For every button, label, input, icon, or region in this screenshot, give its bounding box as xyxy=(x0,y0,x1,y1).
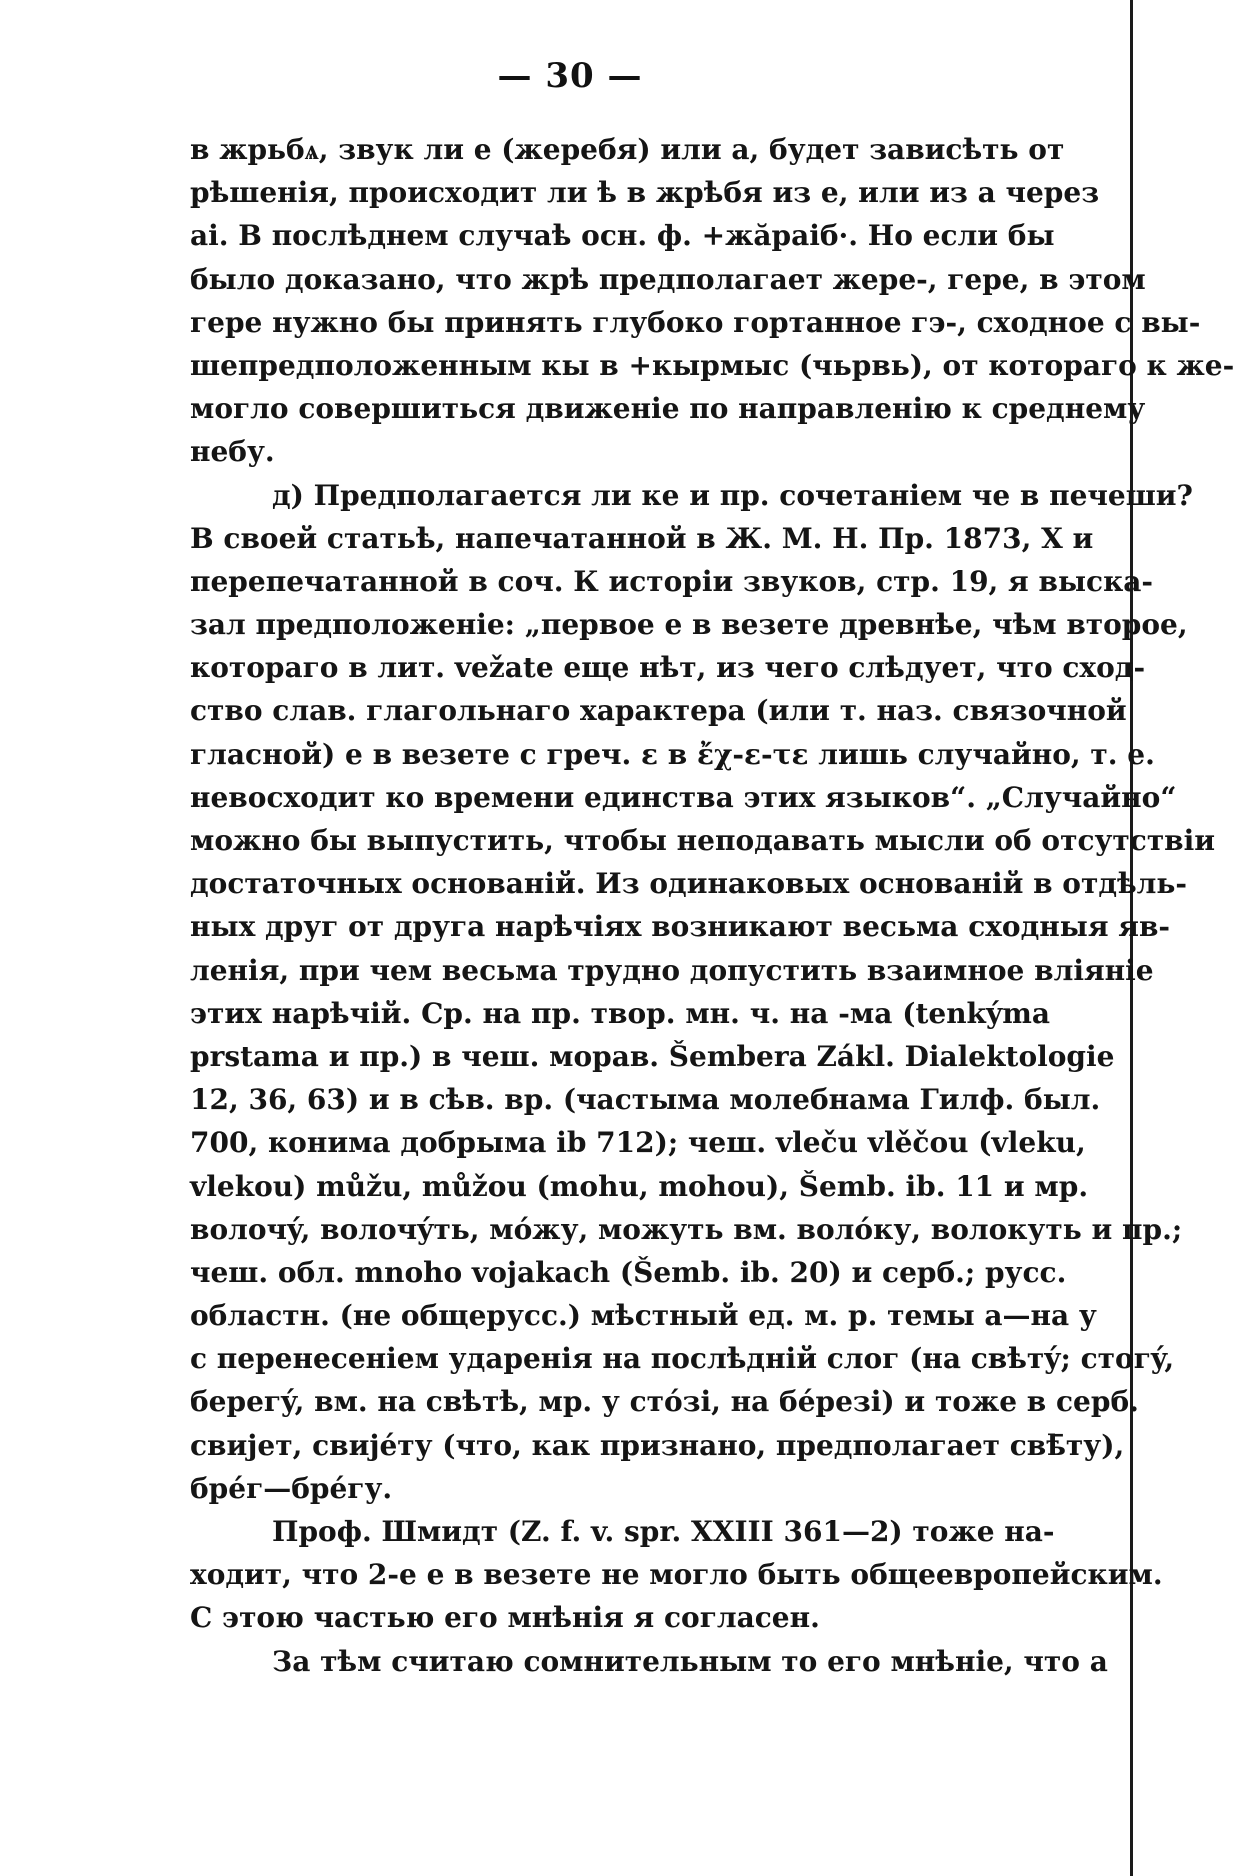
text-line: зал предположеніе: „первое е в везете древнѣе, чѣм второе, xyxy=(190,608,1188,642)
text-line: ходит, что 2-е е в везете не могло быть общеевропейским. xyxy=(190,1558,1163,1592)
text-line: ai. В послѣднем случаѣ осн. ф. +жăраiб·. Но если бы xyxy=(190,219,1055,253)
page-number: — 30 — xyxy=(497,56,643,96)
text-line: рѣшенія, происходит ли ѣ в жрѣбя из е, или из а через xyxy=(190,176,1100,210)
text-line: можно бы выпустить, чтобы неподавать мысли об отсутствіи xyxy=(190,824,1216,857)
text-line: В своей статьѣ, напечатанной в Ж. М. Н. Пр. 1873, X и xyxy=(190,521,1094,555)
text-line: брéг—брéгу. xyxy=(190,1471,393,1505)
body-text xyxy=(190,128,1234,1683)
text-line: гере нужно бы принять глубоко гортанное гэ-, сходное с вы- xyxy=(190,305,1201,339)
text-line: чеш. обл. mnoho vojakach (Šemb. ib. 20) и серб.; русс. xyxy=(190,1255,1067,1289)
text-line: 12, 36, 63) и в сѣв. вр. (частыма молебнама Гилф. был. xyxy=(190,1083,1101,1117)
text-line: небу. xyxy=(190,435,275,469)
text-line: ленія, при чем весьма трудно допустить взаимное вліяніе xyxy=(190,953,1154,987)
paragraph-start-line: Проф. Шмидт (Z. f. v. spr. XXIII 361—2) тоже на- xyxy=(272,1515,1055,1548)
text-line: в жрьбѧ, звук ли е (жеребя) или а, будет зависѣть от xyxy=(190,133,1065,166)
text-line: свиjет, свиjéту (что, как признано, предполагает свѣ̄ту), xyxy=(190,1428,1125,1462)
paragraph-start-line: д) Предполагается ли ке и пр. сочетаніем че в печеши? xyxy=(272,478,1193,512)
paragraph-start-line: За тѣм считаю сомнительным то его мнѣніе, что а xyxy=(272,1644,1108,1678)
text-line: шепредположенным кы в +кырмыс (чьрвь), от котораго к же- xyxy=(190,348,1234,382)
text-line: могло совершиться движеніе по направленію к среднему xyxy=(190,392,1146,426)
text-line: с перенесеніем ударенія на послѣдній слог (на свѣтý; стогý, xyxy=(190,1342,1175,1376)
text-line: перепечатанной в соч. К исторіи звуков, стр. 19, я выска- xyxy=(190,564,1154,598)
text-line: волочý, волочýть, мóжу, можуть вм. волóку, волокуть и пр.; xyxy=(190,1212,1183,1246)
text-line: гласной) е в везете с греч. ε в ἔχ-ε-τε лишь случайно, т. е. xyxy=(190,737,1155,771)
text-line: невосходит ко времени единства этих языков“. „Случайно“ xyxy=(190,780,1177,814)
text-line: ство слав. глагольнаго характера (или т. наз. связочной xyxy=(190,694,1127,728)
text-line: берегý, вм. на свѣтѣ, мр. у стóзі, на бéрезі) и тоже в серб. xyxy=(190,1385,1139,1419)
text-line: 700, конима добрыма ib 712); чеш. vleču vlěčou (vleku, xyxy=(190,1126,1086,1160)
text-line: котораго в лит. vežate еще нѣт, из чего слѣдует, что сход- xyxy=(190,651,1146,685)
text-line: vlekou) můžu, můžou (mohu, mohou), Šemb. ib. 11 и мр. xyxy=(190,1169,1089,1203)
text-line: ных друг от друга нарѣчіях возникают весьма сходныя яв- xyxy=(190,910,1171,944)
text-line: этих нарѣчій. Ср. на пр. твор. мн. ч. на -ма (tenkýma xyxy=(190,996,1050,1030)
text-line: С этою частью его мнѣнія я согласен. xyxy=(190,1601,820,1635)
text-line: достаточных основаній. Из одинаковых основаній в отдѣль- xyxy=(190,867,1188,901)
text-line: prstama и пр.) в чеш. морав. Šembera Zákl. Dialektologie xyxy=(190,1039,1115,1073)
text-line: областн. (не общерусс.) мѣстный ед. м. р. темы а—на у xyxy=(190,1299,1097,1333)
text-line: было доказано, что жрѣ предполагает жере-, гере, в этом xyxy=(190,262,1146,296)
